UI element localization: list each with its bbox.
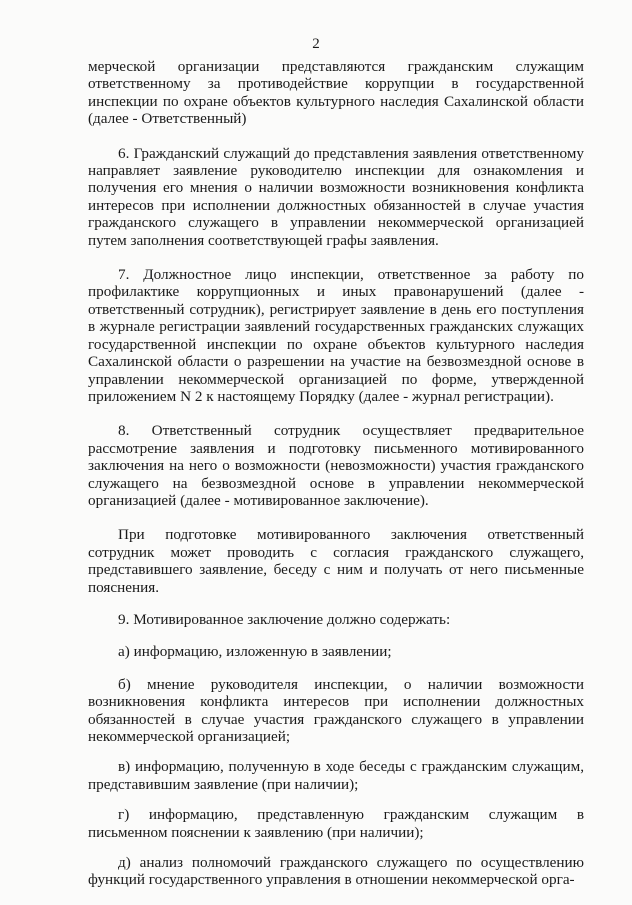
page-number: 2 <box>312 36 320 52</box>
paragraph-subitem-a: а) информацию, изложенную в заявлении; <box>118 643 392 661</box>
paragraph-item-6: 6. Гражданский служащий до представления заявления ответственному направляет заявление руководителю инспекции для ознакомления и получения его мнения о наличии возможности возникновения конфликта интересов при исполнении должностных обязанностей в случае участия гражданского служащего в управлении некоммерческой организацией путем заполнения соответствующей графы заявления. <box>88 144 584 249</box>
document-body <box>88 58 584 889</box>
paragraph-item-9: 9. Мотивированное заключение должно содержать: <box>118 610 451 628</box>
paragraph-subitem-b: б) мнение руководителя инспекции, о наличии возможности возникновения конфликта интересов при исполнении должностных обязанностей в случае участия гражданского служащего в управлении некоммерческой организацией; <box>88 675 584 745</box>
paragraph-item-7: 7. Должностное лицо инспекции, ответственное за работу по профилактике коррупционных и иных правонарушений (далее - ответственный сотрудник), регистрирует заявление в день его поступления в журнале регистрации заявлений государственных гражданских служащих государственной инспекции по охране объектов культурного наследия Сахалинской области о разрешении на участие на безвозмездной основе в управлении некоммерческой организацией по форме, утвержденной приложением N 2 к настоящему Порядку (далее - журнал регистрации). <box>88 266 584 405</box>
paragraph-continuation: мерческой организации представляются гражданским служащим ответственному за противодействие коррупции в государственной инспекции по охране объектов культурного наследия Сахалинской области (далее - Ответственный) <box>88 58 584 128</box>
paragraph-subitem-g: г) информацию, представленную гражданским служащим в письменном пояснении к заявлению (при наличии); <box>88 806 584 841</box>
paragraph-subitem-d: д) анализ полномочий гражданского служащего по осуществлению функций государственного управления в отношении некоммерческой орга- <box>88 854 584 889</box>
paragraph-preparation: При подготовке мотивированного заключения ответственный сотрудник может проводить с согласия гражданского служащего, представившего заявление, беседу с ним и получать от него письменные пояснения. <box>88 526 584 596</box>
paragraph-item-8: 8. Ответственный сотрудник осуществляет предварительное рассмотрение заявления и подготовку письменного мотивированного заключения на него о возможности (невозможности) участия гражданского служащего на безвозмездной основе в управлении некоммерческой организацией (далее - мотивированное заключение). <box>88 422 584 509</box>
paragraph-subitem-v: в) информацию, полученную в ходе беседы с гражданским служащим, представившим заявление (при наличии); <box>88 758 584 793</box>
